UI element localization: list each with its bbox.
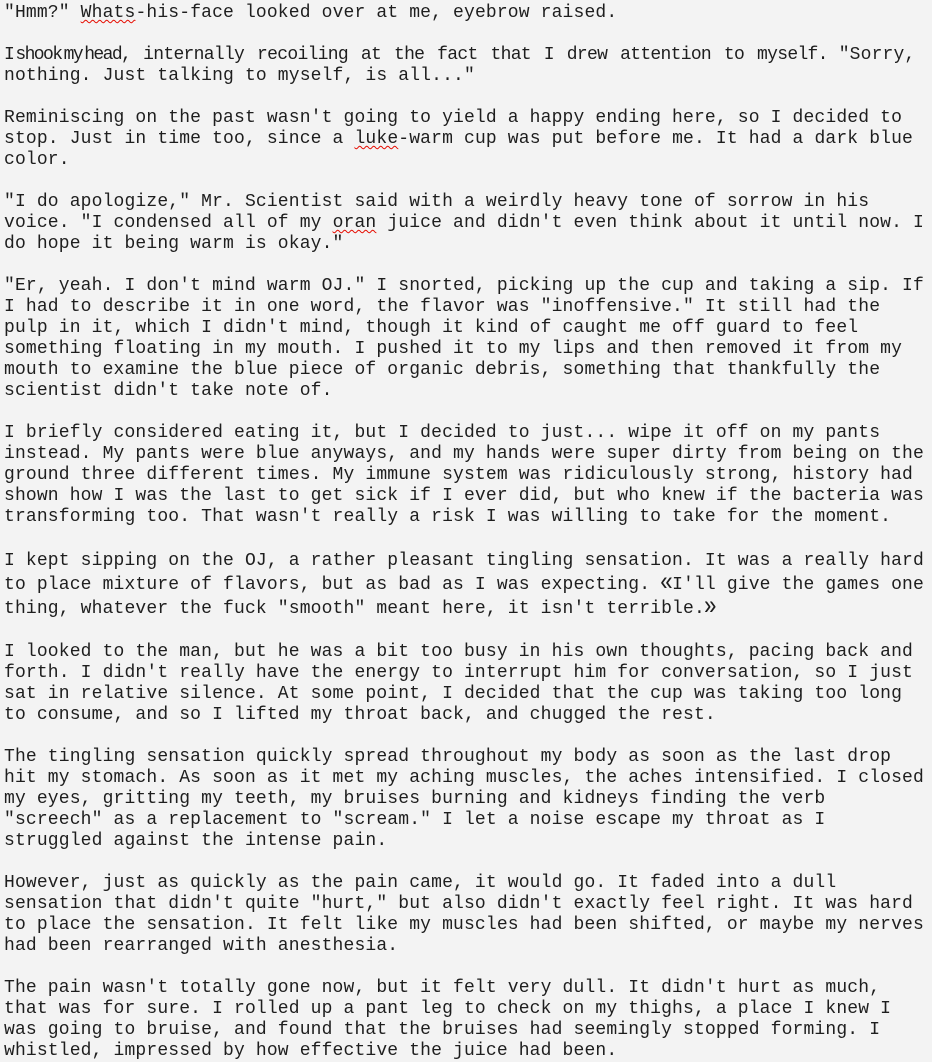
paragraph — [4, 549, 928, 621]
paragraph — [4, 45, 928, 87]
text-segment: I kept sipping on the OJ, a rather pleasant tingling sensation. It was a really hard to place mixture of flavors, but as bad as I was expecting. — [4, 551, 924, 595]
text-segment: I looked to the man, but he was a bit too busy in his own thoughts, pacing back and forth. I didn't really have the energy to interrupt him for conversation, so I just sat in relative silence. At some point, I decided that the cup was taking too long to consume, and so I lifted my throat back, and chugged the rest. — [4, 642, 913, 725]
paragraph — [4, 873, 928, 957]
text-segment: juice and didn't even think about it until now. I do hope it being warm is okay." — [4, 213, 924, 254]
text-segment: I'll give the games one thing, whatever the fuck "smooth" meant here, it isn't terrible. — [4, 575, 924, 619]
misspelled-word: Whats — [80, 3, 136, 23]
text-segment: The tingling sensation quickly spread throughout my body as soon as the last drop hit my stomach. As soon as it met my aching muscles, the aches intensified. I closed my eyes, gritting my teeth, my bruises burning and kidneys finding the verb "screech" as a replacement to "scream." I let a noise escape my throat as I struggled against the intense pain. — [4, 747, 924, 851]
paragraph — [4, 423, 928, 528]
text-segment: "Er, yeah. I don't mind warm OJ." I snorted, picking up the cup and taking a sip. If I had to describe it in one word, the flavor was "inoffensive." It still had the pulp in it, which I didn't mind, though it kind of caught me off guard to feel something floating in my mouth. I pushed it to my lips and then removed it from my mouth to examine the blue piece of organic debris, something that thankfully the scientist didn't take note of. — [4, 276, 924, 401]
paragraph — [4, 747, 928, 852]
text-segment: -his-face looked over at me, eyebrow raised. — [135, 3, 618, 23]
text-segment: However, just as quickly as the pain came, it would go. It faded into a dull sensation that didn't quite "hurt," but also didn't exactly feel right. It was hard to place the sensation. It felt like my muscles had been shifted, or maybe my nerves had been rearranged with anesthesia. — [4, 873, 924, 956]
text-segment: "Hmm?" — [4, 3, 81, 23]
angle-bracket: » — [703, 592, 717, 623]
text-segment: "I do apologize," Mr. Scientist said with a weirdly heavy tone of sorrow in his voice. "I condensed all of my — [4, 192, 870, 233]
misspelled-word: oran — [332, 213, 377, 233]
paragraph — [4, 108, 928, 171]
text-segment: Reminiscing on the past wasn't going to yield a happy ending here, so I decided to stop. Just in time too, since a — [4, 108, 903, 149]
text-segment: The pain wasn't totally gone now, but it felt very dull. It didn't hurt as much, that was for sure. I rolled up a pant leg to check on my thighs, a place I knew I was going to bruise, and found that the bruises had seemingly stopped forming. I whistled, impressed by how effective the juice had been. — [4, 978, 892, 1061]
text-segment: I briefly considered eating it, but I decided to just... wipe it off on my pants instead. My pants were blue anyways, and my hands were super dirty from being on the ground three different times. My immune system was ridiculously strong, history had shown how I was the last to get sick if I ever did, but who knew if the bacteria was transforming too. That wasn't really a risk I was willing to take for the moment. — [4, 423, 924, 527]
paragraph — [4, 3, 928, 24]
paragraph — [4, 642, 928, 726]
text-segment: "Sorry, nothing. Just talking to myself, is all..." — [4, 45, 916, 86]
misspelled-word: luke — [354, 129, 399, 149]
text-segment: internally recoiling at the fact that I drew attention to myself. — [130, 45, 828, 65]
paragraph — [4, 978, 928, 1062]
angle-bracket: « — [660, 568, 674, 599]
paragraph — [4, 192, 928, 255]
text-segment: -warm cup was put before me. It had a dark blue color. — [4, 129, 914, 170]
text-segment: I shook my head, — [4, 45, 131, 65]
paragraph — [4, 276, 928, 402]
